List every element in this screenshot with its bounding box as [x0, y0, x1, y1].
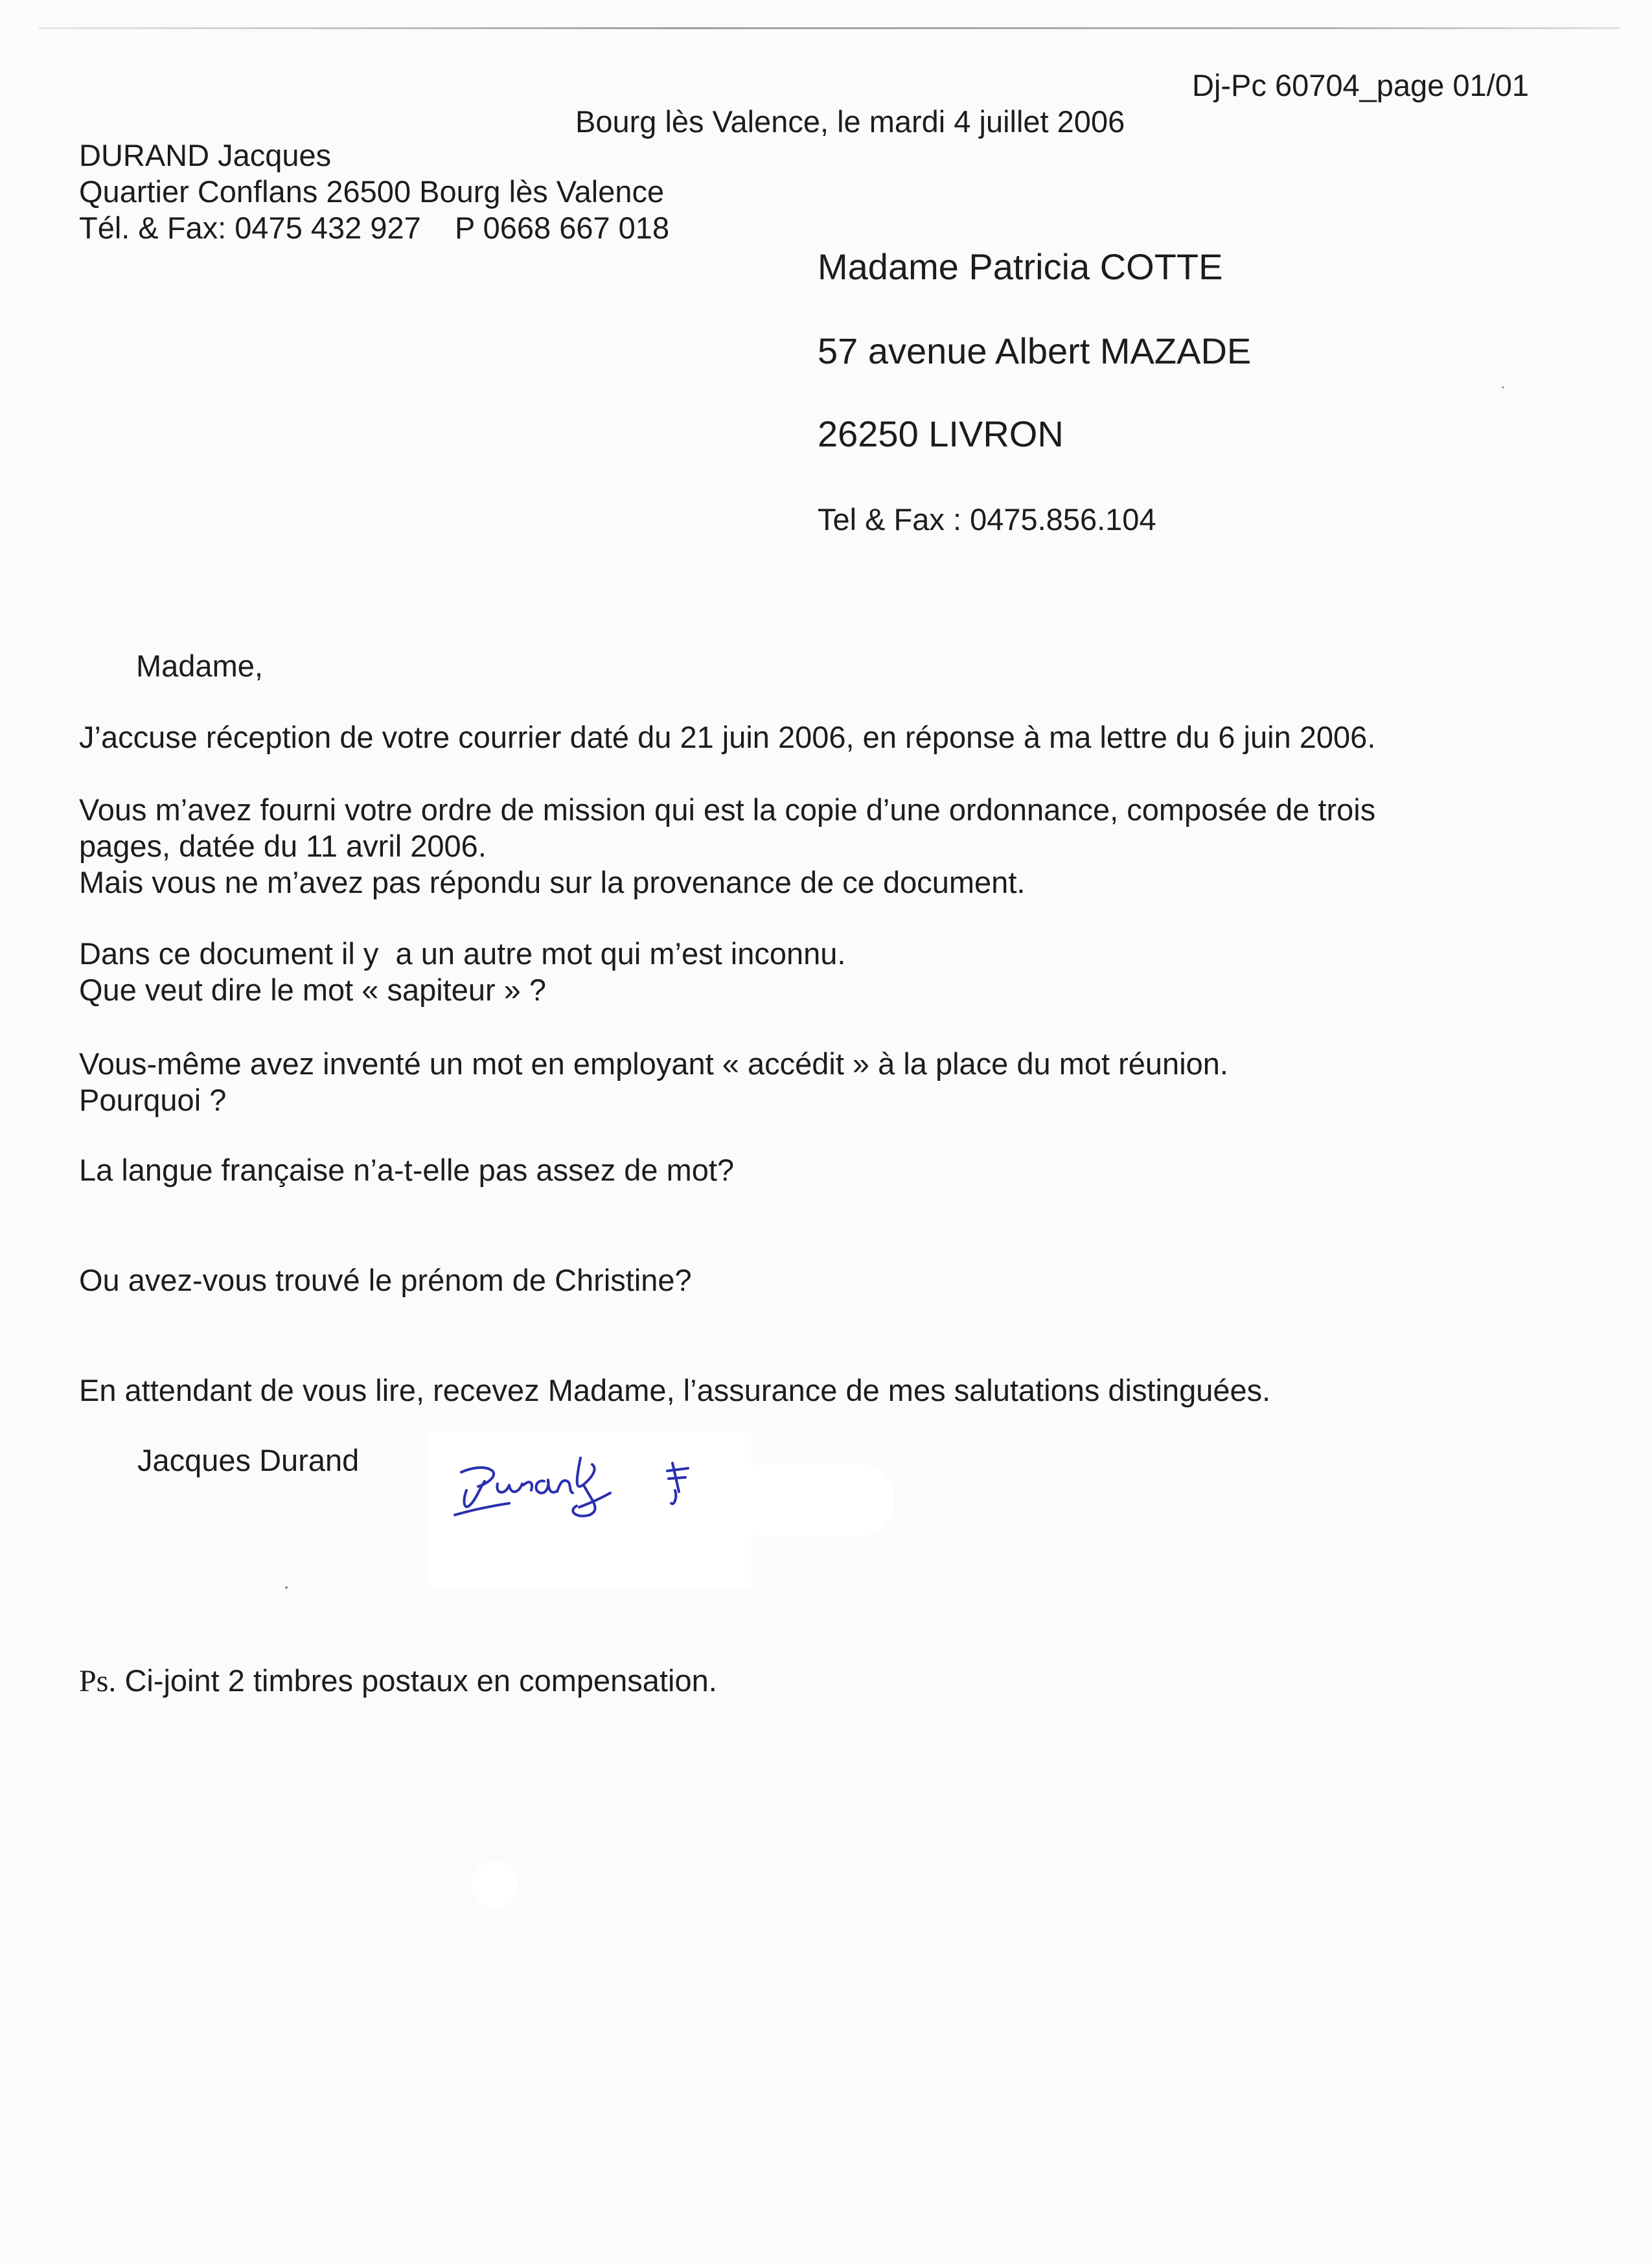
paragraph-line: Dans ce document il y a un autre mot qui m’est inconnu. — [79, 936, 846, 971]
paragraph-line: J’accuse réception de votre courrier daté du 21 juin 2006, en réponse à ma lettre du 6 juin 2006. — [79, 720, 1376, 754]
paragraph-line: Mais vous ne m’avez pas répondu sur la provenance de ce document. — [79, 865, 1026, 899]
paragraph-line: En attendant de vous lire, recevez Madame, l’assurance de mes salutations distinguées. — [79, 1373, 1271, 1407]
document-reference: Dj-Pc 60704_page 01/01 — [1192, 68, 1530, 102]
paragraph — [79, 936, 845, 1008]
recipient-phone: Tel & Fax : 0475.856.104 — [818, 502, 1156, 537]
paragraph-line: Pourquoi ? — [79, 1083, 227, 1117]
paragraph — [79, 1372, 1270, 1409]
paragraph — [79, 719, 1375, 756]
signature-name: Jacques Durand — [137, 1443, 360, 1477]
paragraph-line: Vous-même avez inventé un mot en employant « accédit » à la place du mot réunion. — [79, 1046, 1228, 1081]
recipient-city: 26250 LIVRON — [818, 413, 1064, 454]
sender-phone: Tél. & Fax: 0475 432 927 P 0668 667 018 — [79, 211, 670, 245]
sender-block — [79, 137, 669, 246]
paragraph-line: La langue française n’a-t-elle pas assez de mot? — [79, 1153, 735, 1187]
scan-blemish — [472, 1861, 518, 1908]
scan-speck — [1502, 386, 1504, 389]
signature-background — [726, 1464, 894, 1536]
postscript — [79, 1663, 717, 1700]
recipient-street: 57 avenue Albert MAZADE — [818, 330, 1252, 371]
ps-label: Ps. — [79, 1664, 117, 1698]
sender-address: Quartier Conflans 26500 Bourg lès Valence — [79, 174, 665, 209]
recipient-name: Madame Patricia COTTE — [818, 246, 1223, 287]
paragraph — [79, 1152, 734, 1188]
ps-text: Ci-joint 2 timbres postaux en compensation. — [124, 1663, 717, 1698]
paragraph-line: Vous m’avez fourni votre ordre de mission qui est la copie d’une ordonnance, composée de trois — [79, 792, 1376, 827]
paragraph-line: Que veut dire le mot « sapiteur » ? — [79, 973, 547, 1007]
dateline: Bourg lès Valence, le mardi 4 juillet 2006 — [575, 104, 1125, 139]
scan-top-edge — [39, 27, 1620, 29]
paragraph-line: pages, datée du 11 avril 2006. — [79, 829, 487, 863]
salutation: Madame, — [136, 649, 263, 683]
paragraph — [79, 1262, 692, 1299]
handwritten-signature — [447, 1438, 706, 1536]
paragraph — [79, 792, 1375, 901]
paragraph — [79, 1046, 1228, 1118]
paragraph-line: Ou avez-vous trouvé le prénom de Christine? — [79, 1263, 692, 1297]
scan-speck — [285, 1586, 288, 1589]
sender-name: DURAND Jacques — [79, 138, 332, 172]
